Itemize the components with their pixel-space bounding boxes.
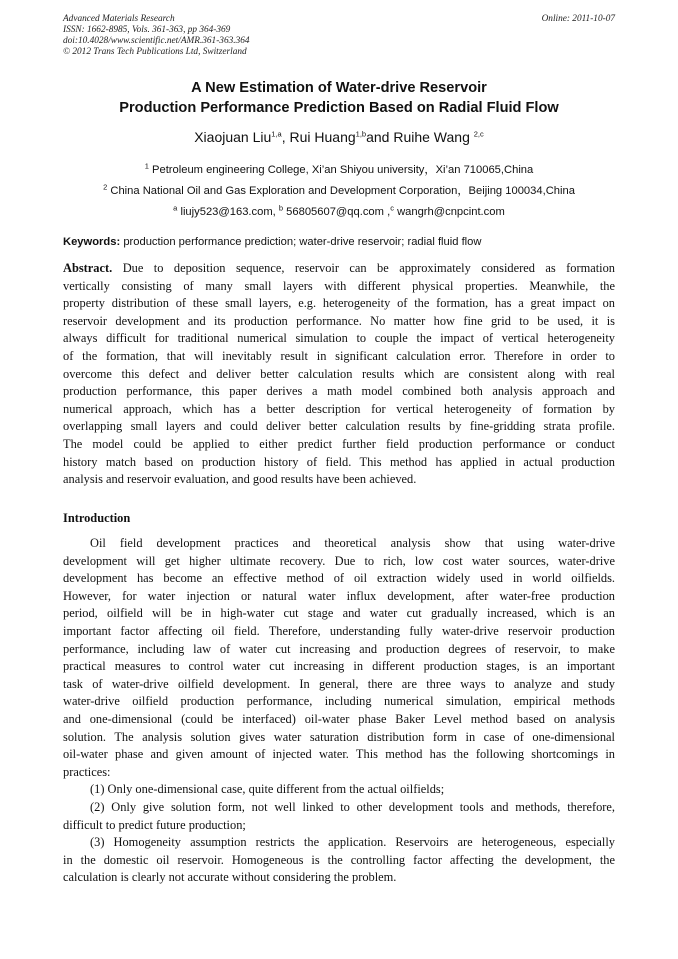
abstract-line: vertically consisting of many small layers with different physical properties. Meanwhile, the: [63, 278, 615, 293]
intro-line: However, for water injection or natural water influx development, after water-free production: [63, 588, 615, 603]
affiliation-1-text: Petroleum engineering College, Xi’an Shiyou university，Xi’an 710065,China: [152, 164, 534, 176]
abstract-label: Abstract.: [63, 261, 113, 275]
intro-line: period, oilfield will be in high-water cut stage and water cut gradually increased, which is an: [63, 606, 615, 621]
paper-title: [40, 78, 638, 118]
list-item: difficult to predict future production;: [63, 817, 246, 832]
author-list: [40, 128, 638, 146]
abstract-line: overlapping small layers and could deliver better calculation results by fine-gridding strata profile.: [63, 419, 615, 434]
issn-line: ISSN: 1662-8985, Vols. 361-363, pp 364-369: [63, 25, 231, 35]
affiliation-1: [30, 163, 648, 177]
abstract-line: The model could be applied to either predict further field production performance or conduct: [63, 436, 615, 451]
intro-line: and one-dimensional (could be interfaced) oil-water phase Baker Level method based on analysis: [63, 711, 615, 726]
abstract-line: reservoir development and its production performance. No matter how fine grid to be used, it is: [63, 313, 615, 328]
intro-line: water-drive oilfield production performance, including numerical simulation, empirical methods: [63, 694, 615, 709]
email-a[interactable]: liujy523@163.com,: [180, 206, 276, 218]
journal-header: [63, 14, 250, 58]
journal-name: Advanced Materials Research: [63, 14, 175, 24]
list-item: (1) Only one-dimensional case, quite different from the actual oilfields;: [90, 782, 445, 797]
introduction-body: [63, 535, 615, 887]
abstract-line: [63, 260, 615, 278]
intro-line: practical measures to control water cut increasing in different production stages, is an important: [63, 659, 615, 674]
email-b-sup: b: [278, 203, 284, 213]
intro-line: performance, including law of water cut increasing and production degrees of reservoir, to make: [63, 641, 615, 656]
abstract-line: of the formation, that will inevitably result in significant calculation error. Therefore in order to: [63, 348, 615, 363]
intro-line: solution. The analysis solution gives water saturation distribution form in case of one-dimensional: [63, 729, 615, 744]
abstract: [63, 260, 615, 489]
title-line-2: Production Performance Prediction Based on Radial Fluid Flow: [119, 100, 559, 116]
abstract-line: always difficult for traditional numerical simulation to couple the impact of vertical heterogeneity: [63, 331, 615, 346]
abstract-line: overcome this defect and deliver better calculation results which are consistent along with real: [63, 366, 615, 381]
affiliation-2-text: China National Oil and Gas Exploration and Development Corporation，Beijing 100034,China: [110, 185, 575, 197]
author-1-sup: 1,a: [271, 129, 282, 139]
copyright-line: © 2012 Trans Tech Publications Ltd, Switzerland: [63, 47, 247, 57]
email-a-sup: a: [173, 203, 178, 213]
intro-line: task of water-drive oilfield development. In general, there are three ways to analyze and study: [63, 676, 615, 691]
author-1: Xiaojuan Liu: [194, 129, 272, 145]
online-date: Online: 2011-10-07: [541, 14, 615, 24]
intro-line: Oil field development practices and theoretical analysis show that using water-drive: [90, 536, 615, 550]
abstract-text: Due to deposition sequence, reservoir can be approximately considered as formation: [122, 261, 615, 275]
keywords: [63, 235, 615, 249]
affiliation-2: [30, 184, 648, 198]
intro-line: oil-water phase and given amount of injected water. This method has the following shortcomings in: [63, 747, 615, 762]
abstract-line: numerical approach, which has a better description for vertical heterogeneity of formation by: [63, 401, 615, 416]
abstract-line: analysis and reservoir evaluation, and good results have been achieved.: [63, 472, 417, 487]
author-3-sup: 2,c: [473, 129, 484, 139]
list-item: (2) Only give solution form, not well linked to other development tools and methods, therefore,: [90, 799, 615, 814]
email-line: [30, 205, 648, 219]
keywords-label: Keywords:: [63, 236, 121, 248]
intro-line: practices:: [63, 764, 111, 779]
email-c[interactable]: wangrh@cnpcint.com: [397, 206, 505, 218]
author-2-sup: 1,b: [355, 129, 367, 139]
abstract-line: property distribution of these small layers, e.g. heterogeneity of the formation, has a great impact on: [63, 296, 615, 311]
author-3: and Ruihe Wang: [366, 129, 470, 145]
abstract-line: history match based on production history of field. This method has applied in actual production: [63, 454, 615, 469]
intro-line: development will get higher ultimate recovery. Due to rich, low cost water sources, water-drive: [63, 553, 615, 568]
email-c-sup: c: [390, 203, 394, 213]
introduction-heading: Introduction: [63, 511, 131, 525]
intro-line: development has become an effective method of oil extraction widely used in world oilfields.: [63, 571, 615, 586]
affiliation-1-sup: 1: [144, 161, 149, 171]
abstract-line: production performance, this paper derives a math model combined both analysis approach and: [63, 384, 615, 399]
keywords-text: production performance prediction; water-drive reservoir; radial fluid flow: [123, 236, 482, 248]
list-item: calculation is clearly not accurate without considering the problem.: [63, 870, 397, 885]
author-2: , Rui Huang: [281, 129, 356, 145]
title-line-1: A New Estimation of Water-drive Reservoir: [191, 80, 487, 96]
intro-line: important factor affecting oil field. Therefore, understanding fully water-drive reservoir production: [63, 623, 615, 638]
doi-line: doi:10.4028/www.scientific.net/AMR.361-363.364: [63, 36, 250, 46]
list-item: in the domestic oil reservoir. Homogeneous is the controlling factor affecting the development, the: [63, 852, 615, 867]
affiliation-2-sup: 2: [103, 182, 108, 192]
email-b[interactable]: 56805607@qq.com ,: [286, 206, 391, 218]
list-item: (3) Homogeneity assumption restricts the application. Reservoirs are heterogeneous, especially: [90, 835, 615, 850]
